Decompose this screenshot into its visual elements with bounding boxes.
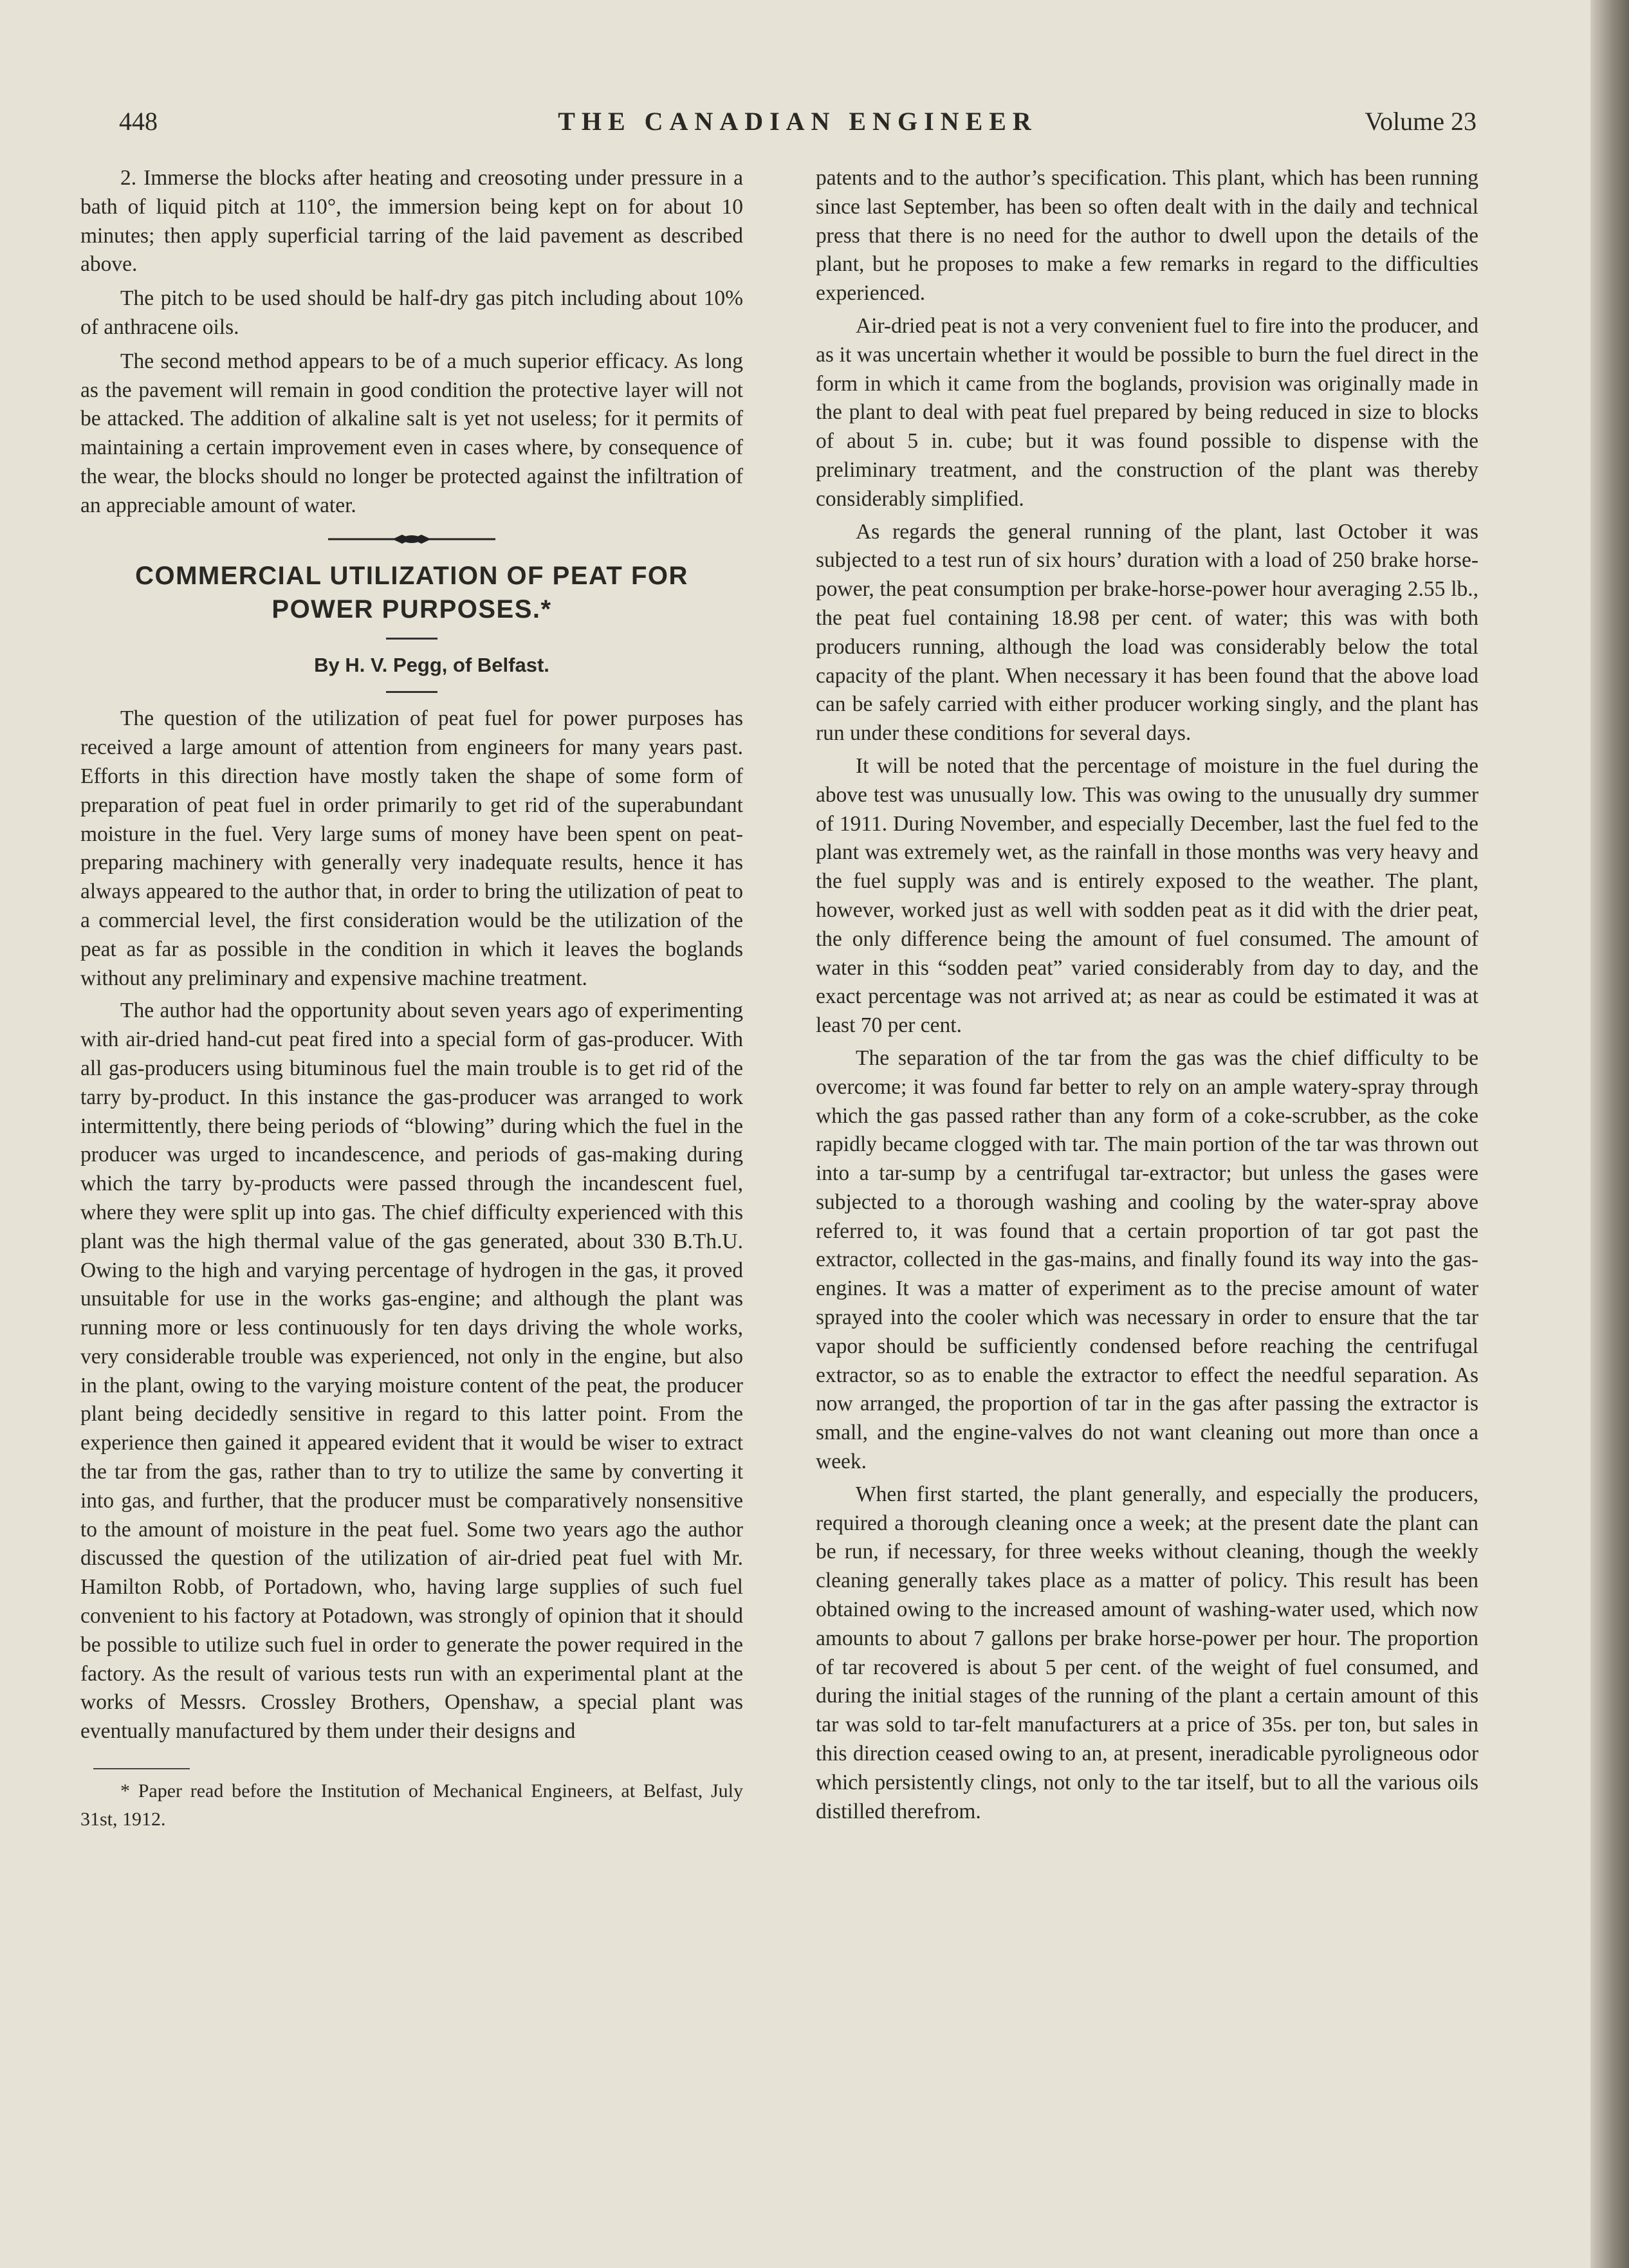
previous-article-ending: [80, 164, 743, 521]
paragraph: As regards the general running of the plant, last October it was subjected to a test run of six hours’ duration with a load of 250 brake horse-power, the peat consumption per brake-horse-power hour averaging 2.55 lb., the peat fuel containing 18.98 per cent. of water; this was with both producers running, although the load was considerably below the total capacity of the plant. When necessary it has been found that the above load can be safely carried with either producer working singly, and the plant has run under these conditions for several days.: [816, 519, 1478, 746]
article-title: COMMERCIAL UTILIZATION OF PEAT FOR POWER PURPOSES.*: [135, 561, 688, 623]
right-column: [816, 164, 1478, 1830]
page-number: 448: [119, 107, 158, 136]
paragraph: patents and to the author’s specification. This plant, which has been running since last September, has been so often dealt with in the daily and technical press that there is no need for the author to dwell upon the details of the plant, but he proposes to make a few remarks in regard to the difficulties experienced.: [816, 166, 1478, 306]
running-header: [119, 106, 1477, 145]
byline-rule: [386, 691, 437, 693]
journal-title: THE CANADIAN ENGINEER: [558, 107, 1038, 136]
paragraph: The author had the opportunity about seven years ago of experimenting with air-dried hand-cut peat fired into a special form of gas-producer. With all gas-producers using bituminous fuel the main trouble is to get rid of the tarry by-product. In this instance the gas-producer was arranged to work intermittently, there being periods of “blowing” during which the fuel in the producer was urged to incandescence, and periods of gas-making during which the tarry by-products were passed through the incandescent fuel, where they were split up into gas. The chief difficulty experienced with this plant was the high thermal value of the gas generated, about 330 B.Th.U. Owing to the high and varying percentage of hydrogen in the gas, it proved unsuitable for use in the works gas-engine; and although the plant was running more or less continuously for ten days driving the whole works, very considerable trouble was experienced, not only in the engine, but also in the plant, owing to the varying moisture content of the peat, the producer plant being decidedly sensitive in regard to this latter point. From the experience then gained it appeared evident that it would be wiser to extract the tar from the gas, rather than to try to utilize the same by converting it into gas, and further, that the producer must be comparatively nonsensitive to the amount of moisture in the peat fuel. Some two years ago the author discussed the question of the utilization of air-dried peat fuel with Mr. Hamilton Robb, of Portadown, who, having large supplies of such fuel convenient to his factory at Potadown, was strongly of opinion that it should be possible to utilize such fuel in order to generate the power required in the factory. As the result of various tests run with an experimental plant at the works of Messrs. Crossley Brothers, Openshaw, a special plant was eventually manufactured by them under their designs and: [80, 999, 743, 1744]
footnote-rule: [93, 1768, 190, 1769]
left-column: [80, 164, 743, 1838]
paragraph: The pitch to be used should be half-dry gas pitch including about 10% of anthracene oils.: [80, 286, 743, 339]
footnote: * Paper read before the Institution of Mechanical Engineers, at Belfast, July 31st, 1912.: [80, 1780, 743, 1830]
article-body: [80, 705, 743, 1746]
paragraph: Air-dried peat is not a very convenient fuel to fire into the producer, and as it was uncertain whether it would be possible to burn the fuel direct in the form in which it came from the boglands, provision was originally made in the plant to deal with peat fuel prepared by being reduced in size to blocks of about 5 in. cube; but it was found possible to dispense with the preliminary treatment, and the construction of the plant was thereby considerably simplified.: [816, 313, 1478, 511]
title-rule: [386, 638, 437, 640]
paragraph: The question of the utilization of peat fuel for power purposes has received a large amount of attention from engineers for many years past. Efforts in this direction have mostly taken the shape of some form of preparation of peat fuel in order primarily to get rid of the superabundant moisture in the fuel. Very large sums of money have been spent on peat-preparing machinery with generally very inadequate results, hence it has always appeared to the author that, in order to bring the utilization of peat to a commercial level, the first consideration would be the utilization of the peat as far as possible in the condition in which it leaves the boglands without any preliminary and expensive machine treatment.: [80, 706, 743, 990]
paragraph: The second method appears to be of a much superior efficacy. As long as the pavement will remain in good condition the protective layer will not be attacked. The addition of alkaline salt is yet not useless; for it permits of maintaining a certain improvement even in cases where, by consequence of the wear, the blocks should no longer be protected against the infiltration of an appreciable amount of water.: [80, 349, 743, 517]
page-edge-shadow: [1590, 0, 1629, 2268]
section-divider-ornament: [328, 532, 495, 546]
volume-label: Volume 23: [1365, 107, 1477, 136]
paragraph: The separation of the tar from the gas was the chief difficulty to be overcome; it was found far better to rely on an ample watery-spray through which the gas passed rather than any form of a coke-scrubber, as the coke rapidly became clogged with tar. The main portion of the tar was thrown out into a tar-sump by a centrifugal tar-extractor; but unless the gases were subjected to a thorough washing and cooling by the water-spray above referred to, it was found that a certain proportion of tar got past the extractor, collected in the gas-mains, and finally found its way into the gas-engines. It was a matter of experiment as to the precise amount of water sprayed into the cooler which was necessary in order to ensure that the tar vapor should be sufficiently condensed before reaching the centrifugal extractor, so as to enable the extractor to effect the needful separation. As now arranged, the proportion of tar in the gas after passing the extractor is small, and the engine-valves do not want cleaning out more than once a week.: [816, 1046, 1478, 1474]
paragraph: When first started, the plant generally, and especially the producers, required a thorough cleaning once a week; at the present date the plant can be run, if necessary, for three weeks without cleaning, though the weekly cleaning generally takes place as a matter of policy. This result has been obtained owing to the increased amount of washing-water used, which now amounts to about 7 gallons per brake horse-power per hour. The proportion of tar recovered is about 5 per cent. of the weight of fuel consumed, and during the initial stages of the running of the plant a certain amount of this tar was sold to tar-felt manufacturers at a price of 35s. per ton, but sales in this direction ceased owing to an, at present, ineradicable pyroligneous odor which persistently clings, not only to the tar itself, but to all the various oils distilled therefrom.: [816, 1482, 1478, 1823]
byline: By H. V. Pegg, of Belfast.: [314, 653, 549, 676]
paragraph: It will be noted that the percentage of moisture in the fuel during the above test was unusually low. This was owing to the unusually dry summer of 1911. During November, and especially December, last the fuel fed to the plant was extremely wet, as the rainfall in those months was very heavy and the fuel supply was and is entirely exposed to the weather. The plant, however, worked just as well with sodden peat as it did with the drier peat, the only difference being the amount of fuel consumed. The amount of water in this “sodden peat” varied considerably from day to day, and the exact percentage was not arrived at; as near as could be estimated it was at least 70 per cent.: [816, 753, 1478, 1038]
paragraph: 2. Immerse the blocks after heating and creosoting under pressure in a bath of liquid pitch at 110°, the immersion being kept on for about 10 minutes; then apply superficial tarring of the laid pavement as described above.: [80, 166, 743, 277]
